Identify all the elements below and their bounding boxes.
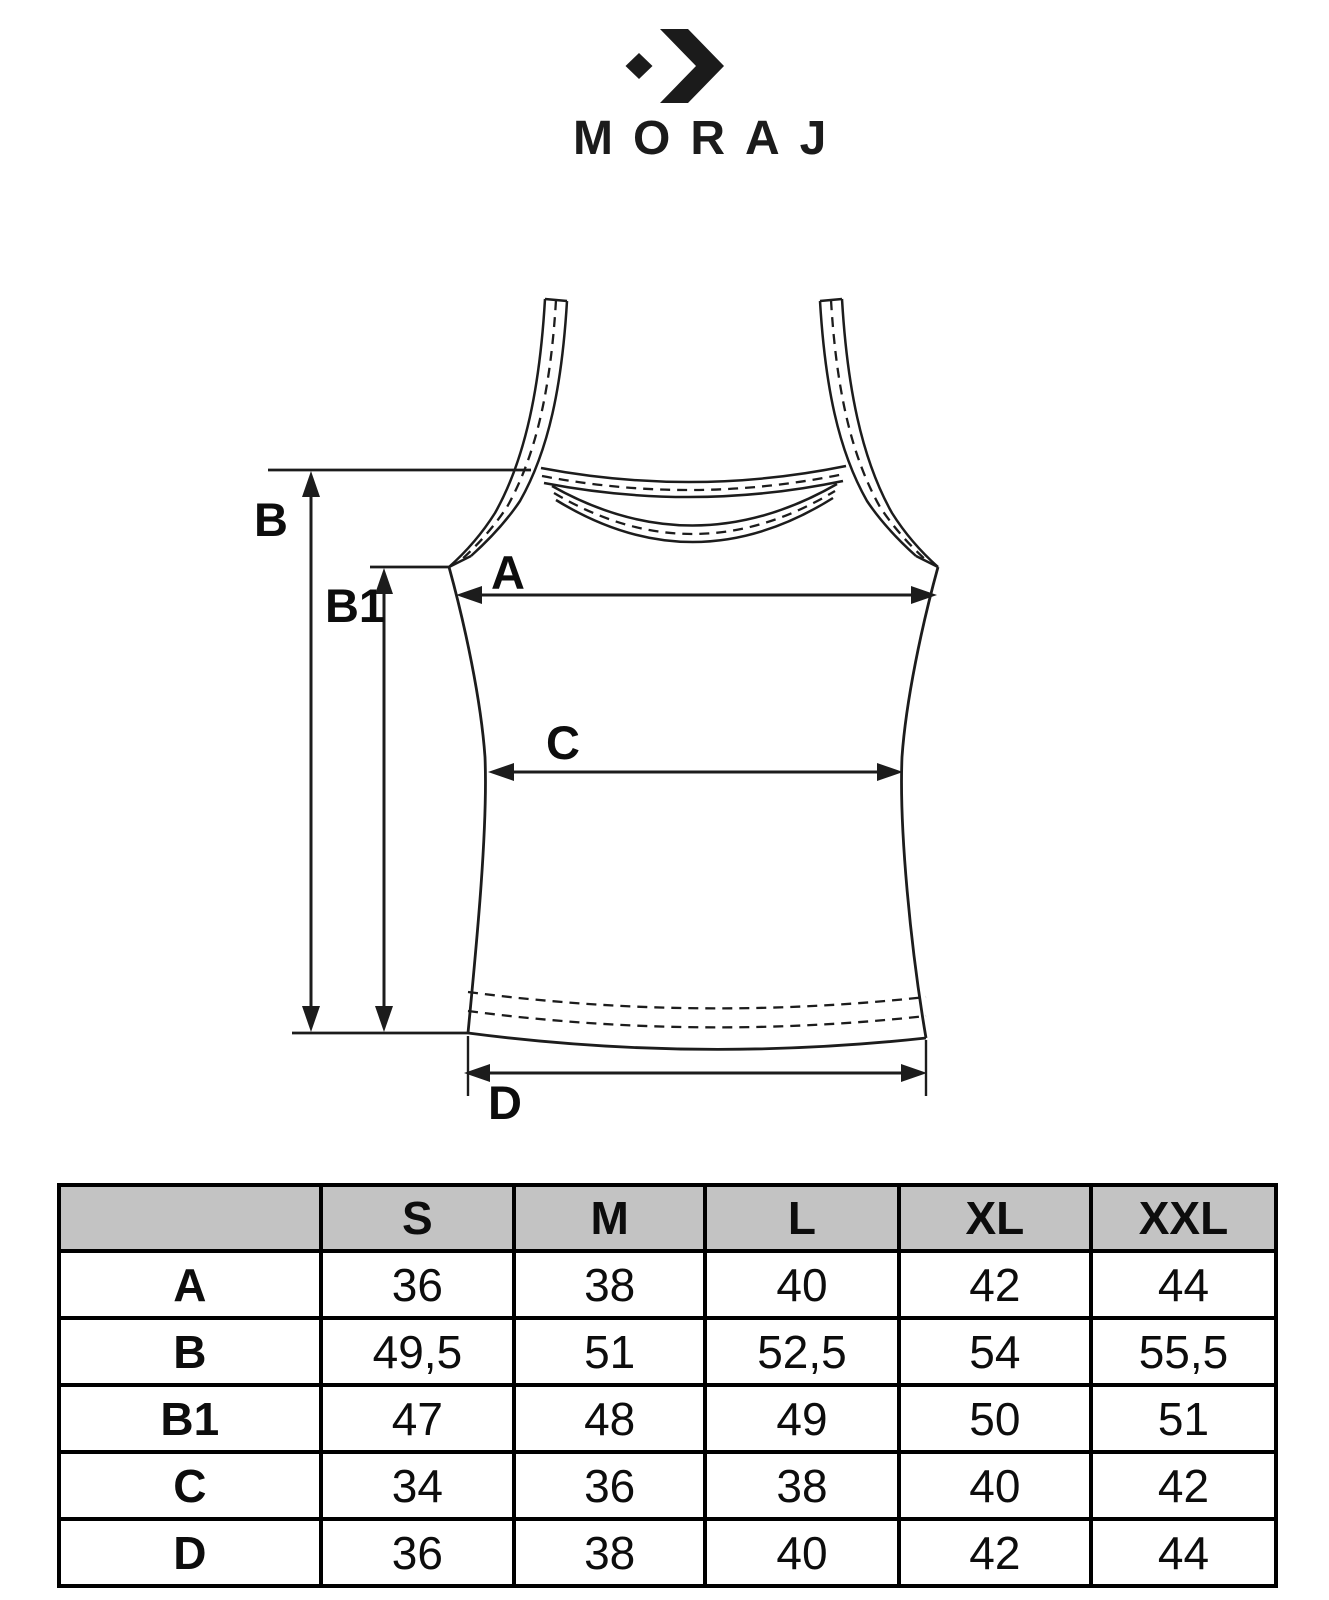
measurement-label-b1: B1 — [324, 579, 386, 632]
right-strap-outer-edge — [842, 299, 938, 567]
header-cell-size-s: S — [321, 1185, 515, 1251]
cell-d-l: 40 — [705, 1519, 899, 1586]
cell-d-s: 36 — [321, 1519, 515, 1586]
header-cell-size-m: M — [514, 1185, 705, 1251]
brand-wordmark: MORAJ — [573, 112, 847, 165]
cell-d-xxl: 44 — [1091, 1519, 1276, 1586]
size-table — [57, 1183, 1278, 1588]
cell-b1-s: 47 — [321, 1385, 515, 1452]
cell-b1-l: 49 — [705, 1385, 899, 1452]
arrowhead-c-left — [488, 763, 514, 781]
table-row-b1 — [59, 1385, 1276, 1452]
cell-b-xl: 54 — [899, 1318, 1091, 1385]
cell-c-l: 38 — [705, 1452, 899, 1519]
cell-b-l: 52,5 — [705, 1318, 899, 1385]
arrowhead-b-bottom — [302, 1006, 320, 1032]
cell-b1-xxl: 51 — [1091, 1385, 1276, 1452]
cell-d-xl: 42 — [899, 1519, 1091, 1586]
cell-d-m: 38 — [514, 1519, 705, 1586]
row-label-c: C — [59, 1452, 321, 1519]
measurement-annotations — [254, 470, 937, 1129]
hem-bottom-edge — [468, 1033, 926, 1049]
cell-a-s: 36 — [321, 1251, 515, 1318]
logo-diamond-shape — [626, 53, 653, 79]
arrowhead-c-right — [877, 763, 903, 781]
cell-b1-xl: 50 — [899, 1385, 1091, 1452]
cell-b-xxl: 55,5 — [1091, 1318, 1276, 1385]
table-row-a — [59, 1251, 1276, 1318]
front-neckline-bottom-edge — [556, 498, 833, 542]
right-side-seam — [902, 567, 938, 1038]
cell-c-xxl: 42 — [1091, 1452, 1276, 1519]
measurement-label-b: B — [254, 493, 288, 546]
size-table-header-row — [59, 1185, 1276, 1251]
row-label-b: B — [59, 1318, 321, 1385]
garment-drawing — [449, 299, 938, 1049]
header-cell-empty — [59, 1185, 321, 1251]
arrowhead-b1-bottom — [375, 1006, 393, 1032]
back-neckline-top-edge — [541, 466, 846, 482]
cell-a-xl: 42 — [899, 1251, 1091, 1318]
logo-chevron-shape — [660, 29, 724, 103]
cell-a-xxl: 44 — [1091, 1251, 1276, 1318]
arrowhead-b-top — [302, 471, 320, 497]
cell-c-m: 36 — [514, 1452, 705, 1519]
measurement-label-c: C — [546, 716, 580, 769]
arrowhead-d-right — [901, 1064, 927, 1082]
measurement-label-a: A — [491, 546, 525, 599]
row-label-a: A — [59, 1251, 321, 1318]
left-strap-outer-edge — [449, 299, 545, 567]
cell-c-s: 34 — [321, 1452, 515, 1519]
hem-stitch-line-1 — [468, 1011, 926, 1027]
back-neckline-bottom-edge — [544, 481, 843, 497]
measurement-label-d: D — [488, 1076, 522, 1129]
table-row-d — [59, 1519, 1276, 1586]
row-label-d: D — [59, 1519, 321, 1586]
cell-b-m: 51 — [514, 1318, 705, 1385]
cell-a-m: 38 — [514, 1251, 705, 1318]
table-row-b — [59, 1318, 1276, 1385]
cell-c-xl: 40 — [899, 1452, 1091, 1519]
cell-b-s: 49,5 — [321, 1318, 515, 1385]
header-cell-size-l: L — [705, 1185, 899, 1251]
left-side-seam — [449, 567, 485, 1033]
table-row-c — [59, 1452, 1276, 1519]
row-label-b1: B1 — [59, 1385, 321, 1452]
cell-a-l: 40 — [705, 1251, 899, 1318]
hem-stitch-line-2 — [468, 992, 926, 1008]
chevron-diamond-logo-icon — [626, 29, 725, 103]
cell-b1-m: 48 — [514, 1385, 705, 1452]
arrowhead-a-left — [456, 586, 482, 604]
header-cell-size-xl: XL — [899, 1185, 1091, 1251]
header-cell-size-xxl: XXL — [1091, 1185, 1276, 1251]
